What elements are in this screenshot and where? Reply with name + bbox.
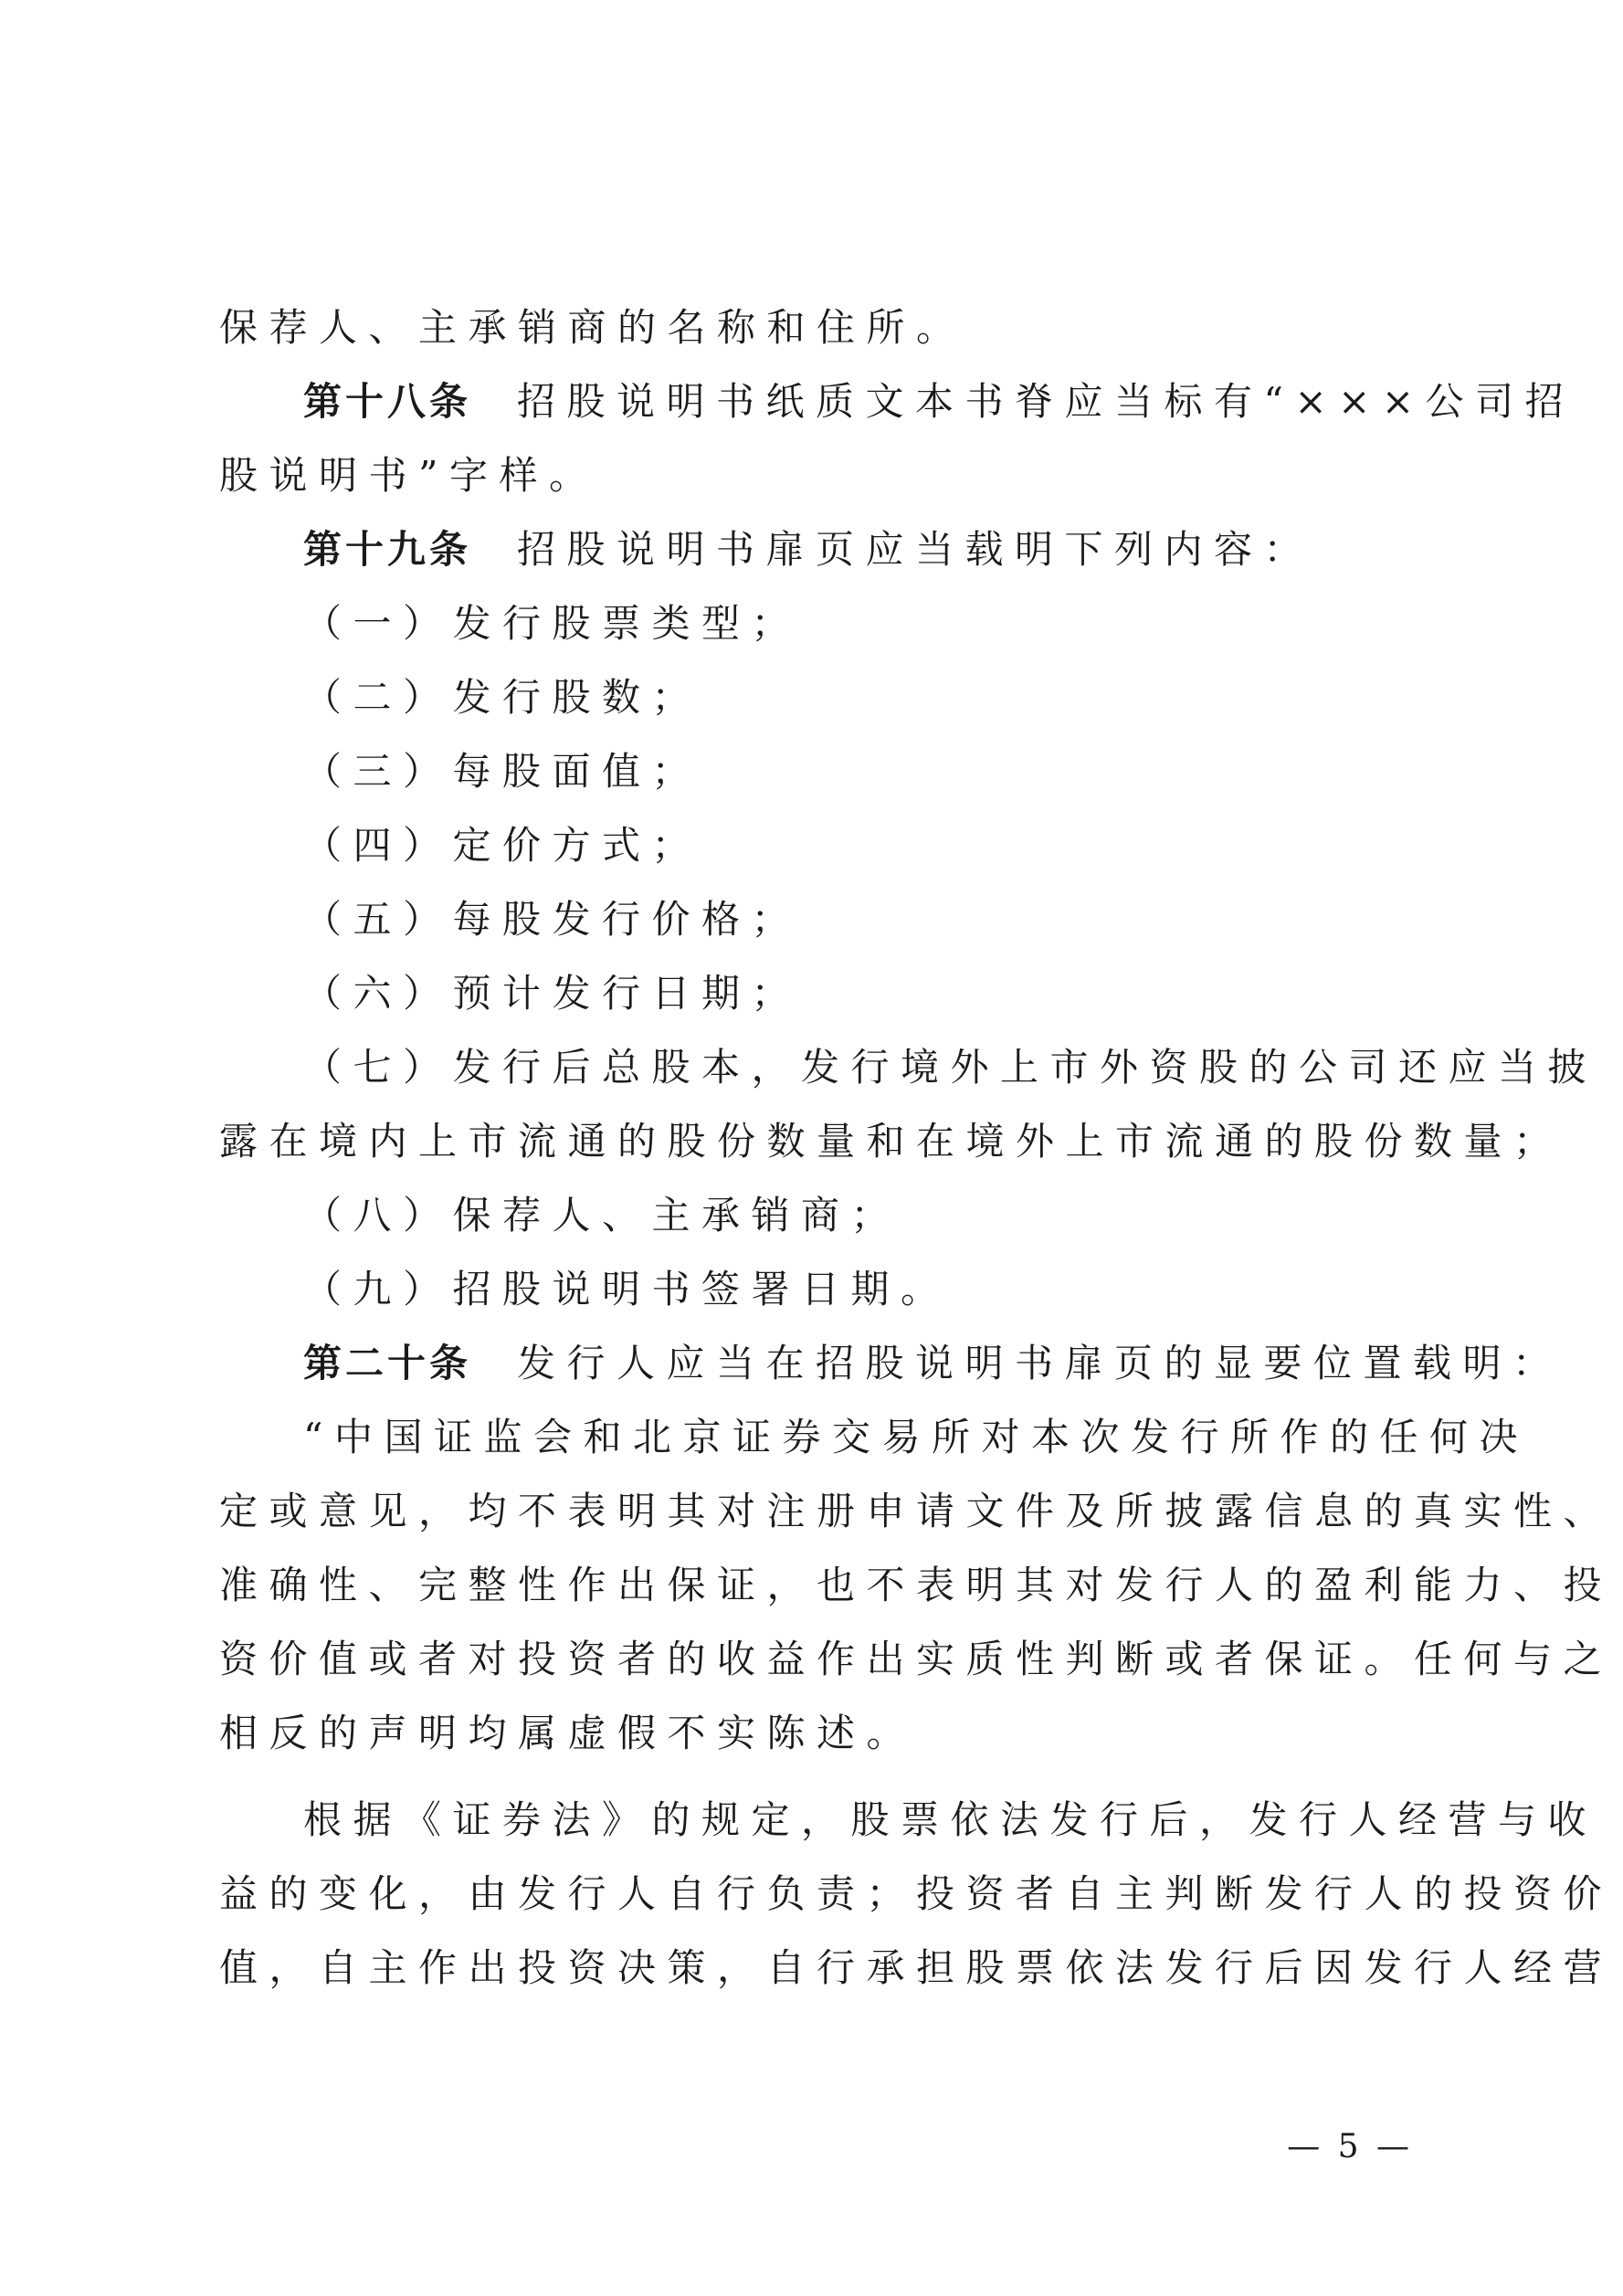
text-line [219, 808, 1407, 882]
line-text: 相反的声明均属虚假不实陈述。 [219, 1711, 917, 1755]
text-line [219, 1696, 1407, 1770]
text-line [219, 1178, 1407, 1252]
line-text: （七）发行后总股本，发行境外上市外资股的公司还应当披 [303, 1045, 1598, 1090]
line-text: 招股说明书纸质文本书脊应当标有“×××公司招 [517, 379, 1576, 424]
text-line [219, 1474, 1614, 1548]
text-line [219, 586, 1407, 660]
line-text: 发行人应当在招股说明书扉页的显要位置载明： [517, 1341, 1563, 1385]
line-text: （四）定价方式； [303, 823, 702, 868]
text-line [219, 956, 1407, 1030]
text-line [219, 1400, 1529, 1474]
document-body [219, 290, 1614, 2005]
line-text: （九）招股说明书签署日期。 [303, 1267, 951, 1311]
text-line [219, 1548, 1614, 1622]
line-text: （五）每股发行价格； [303, 897, 802, 942]
article-number: 第十八条 [303, 379, 472, 424]
text-line [219, 660, 1407, 734]
line-text: 准确性、完整性作出保证，也不表明其对发行人的盈利能力、投 [219, 1563, 1614, 1607]
line-text: （六）预计发行日期； [303, 971, 802, 1016]
text-line [219, 1104, 1564, 1178]
text-line [219, 512, 1407, 586]
text-line [219, 1326, 1563, 1400]
text-line [219, 882, 1407, 956]
line-text: （二）发行股数； [303, 675, 702, 720]
text-line [219, 1857, 1614, 1931]
text-line [219, 290, 1407, 364]
text-line [219, 438, 1407, 512]
line-text: （一）发行股票类型； [303, 601, 802, 646]
line-text: 保荐人、主承销商的名称和住所。 [219, 305, 966, 350]
line-text: 益的变化，由发行人自行负责；投资者自主判断发行人的投资价 [219, 1871, 1614, 1916]
line-text: 招股说明书扉页应当载明下列内容： [517, 527, 1314, 572]
line-text: （八）保荐人、主承销商； [303, 1193, 901, 1238]
text-line [219, 1783, 1598, 1857]
line-text: 露在境内上市流通的股份数量和在境外上市流通的股份数量； [219, 1119, 1564, 1164]
line-text: 资价值或者对投资者的收益作出实质性判断或者保证。任何与之 [219, 1637, 1614, 1681]
text-line [219, 734, 1407, 808]
text-line [219, 364, 1576, 438]
text-line [219, 1931, 1614, 2005]
text-line [219, 1030, 1598, 1104]
line-text: 定或意见，均不表明其对注册申请文件及所披露信息的真实性、 [219, 1489, 1614, 1533]
line-text: 股说明书”字样。 [219, 453, 599, 498]
article-number: 第二十条 [303, 1341, 472, 1385]
line-text: （三）每股面值； [303, 749, 702, 794]
text-line [219, 1622, 1614, 1696]
article-number: 第十九条 [303, 527, 472, 572]
line-text: 值，自主作出投资决策，自行承担股票依法发行后因发行人经营 [219, 1945, 1614, 1990]
line-text: “中国证监会和北京证券交易所对本次发行所作的任何决 [303, 1415, 1529, 1459]
page-number: — 5 — [1287, 2128, 1413, 2165]
line-text: 根据《证券法》的规定，股票依法发行后，发行人经营与收 [303, 1797, 1598, 1842]
text-line [219, 1252, 1407, 1326]
